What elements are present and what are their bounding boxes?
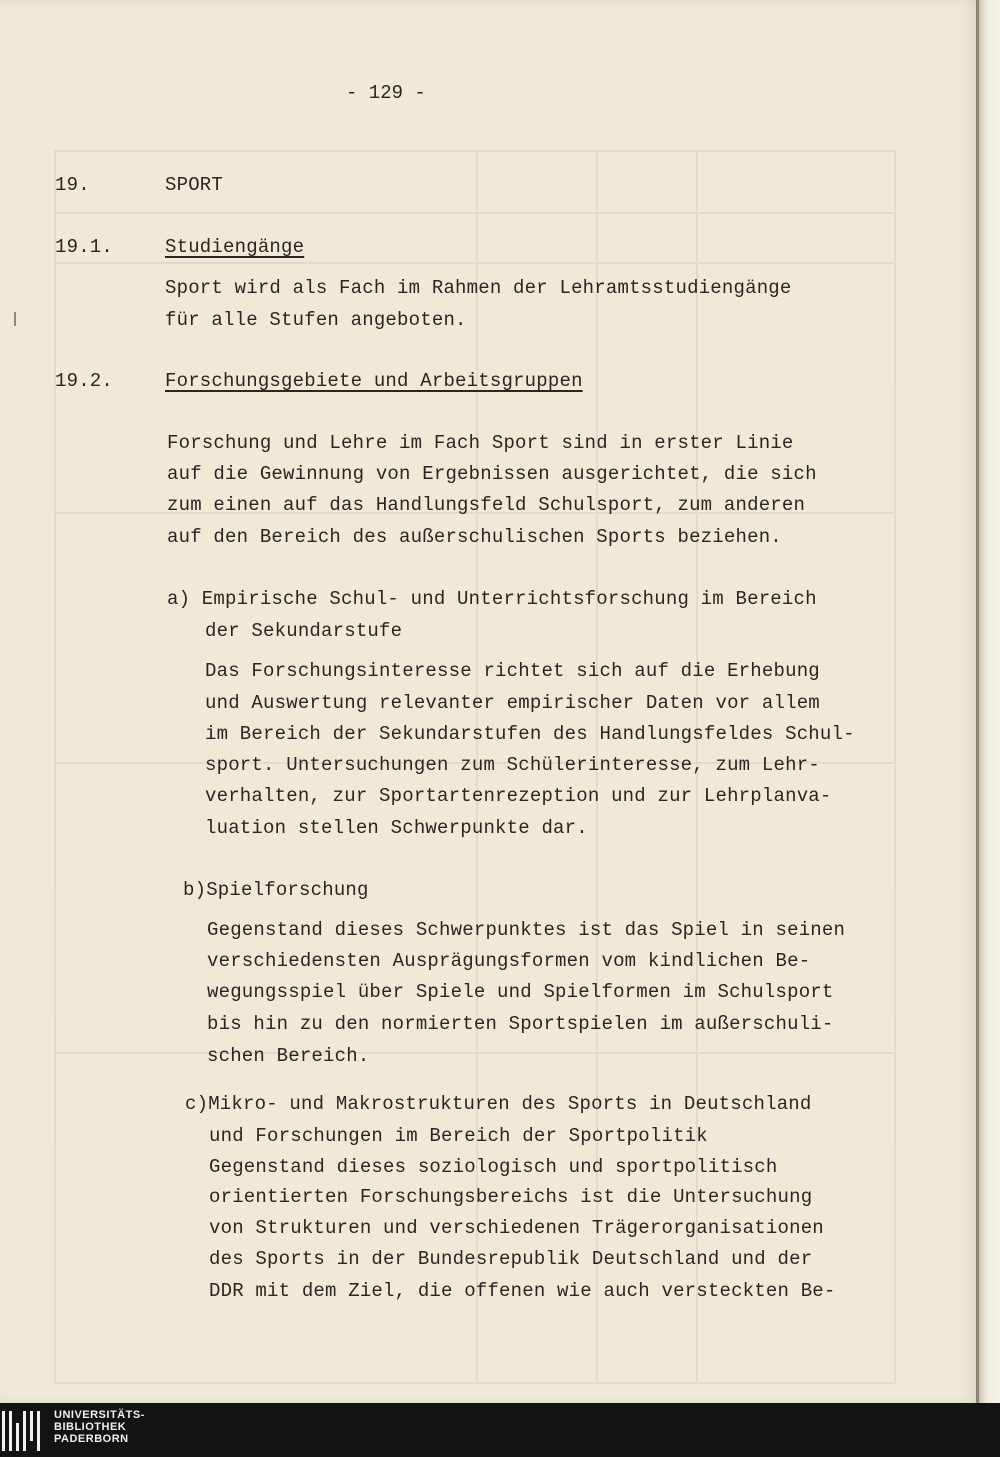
section-19-1-line: Sport wird als Fach im Rahmen der Lehramtsstudiengänge <box>165 277 792 299</box>
item-c-heading: und Forschungen im Bereich der Sportpolitik <box>209 1125 708 1147</box>
page-number: - 129 - <box>346 82 426 104</box>
item-c-body-line: von Strukturen und verschiedenen Trägerorganisationen <box>209 1217 824 1239</box>
library-footer-bar <box>0 1403 1000 1457</box>
section-19-2-title: Forschungsgebiete und Arbeitsgruppen <box>165 370 583 392</box>
item-b-body-line: bis hin zu den normierten Sportspielen im außerschuli- <box>207 1013 834 1035</box>
item-a-heading: der Sekundarstufe <box>205 620 403 642</box>
item-a-body-line: und Auswertung relevanter empirischer Daten vor allem <box>205 692 820 714</box>
section-19-title: SPORT <box>165 174 224 196</box>
section-19-2-number: 19.2. <box>55 370 114 392</box>
intro-line: auf den Bereich des außerschulischen Sports beziehen. <box>167 526 782 548</box>
item-a-body-line: sport. Untersuchungen zum Schülerinteresse, zum Lehr- <box>205 754 820 776</box>
intro-line: Forschung und Lehre im Fach Sport sind in erster Linie <box>167 432 794 454</box>
item-b-body-line: schen Bereich. <box>207 1045 370 1067</box>
section-19-1-line: für alle Stufen angeboten. <box>165 309 467 331</box>
library-logo-text <box>54 1409 145 1445</box>
item-b-body-line: verschiedensten Ausprägungsformen vom kindlichen Be- <box>207 950 811 972</box>
section-19-number: 19. <box>55 174 90 196</box>
item-a-body-line: luation stellen Schwerpunkte dar. <box>205 817 588 839</box>
book-page-edge <box>976 0 1000 1403</box>
item-b-heading: b)Spielforschung <box>183 879 369 901</box>
item-c-body-line: DDR mit dem Ziel, die offenen wie auch versteckten Be- <box>209 1280 836 1302</box>
margin-mark <box>14 312 16 326</box>
library-logo-line: PADERBORN <box>54 1433 129 1445</box>
item-a-body-line: Das Forschungsinteresse richtet sich auf die Erhebung <box>205 660 820 682</box>
item-c-body-line: orientierten Forschungsbereichs ist die Untersuchung <box>209 1186 813 1208</box>
item-a-body-line: im Bereich der Sekundarstufen des Handlungsfeldes Schul- <box>205 723 855 745</box>
item-b-body-line: wegungsspiel über Spiele und Spielformen im Schulsport <box>207 981 834 1003</box>
item-a-body-line: verhalten, zur Sportartenrezeption und zur Lehrplanva- <box>205 785 832 807</box>
section-19-1-number: 19.1. <box>55 236 114 258</box>
item-c-body-line: Gegenstand dieses soziologisch und sportpolitisch <box>209 1156 778 1178</box>
item-c-heading: c)Mikro- und Makrostrukturen des Sports in Deutschland <box>185 1093 812 1115</box>
item-a-heading: a) Empirische Schul- und Unterrichtsforschung im Bereich <box>167 588 817 610</box>
library-logo-line: UNIVERSITÄTS- <box>54 1409 145 1421</box>
library-logo-icon <box>2 1411 46 1451</box>
intro-line: zum einen auf das Handlungsfeld Schulsport, zum anderen <box>167 494 806 516</box>
intro-line: auf die Gewinnung von Ergebnissen ausgerichtet, die sich <box>167 463 817 485</box>
item-b-body-line: Gegenstand dieses Schwerpunktes ist das Spiel in seinen <box>207 919 846 941</box>
section-19-1-title: Studiengänge <box>165 236 305 258</box>
library-logo-line: BIBLIOTHEK <box>54 1421 127 1433</box>
item-c-body-line: des Sports in der Bundesrepublik Deutschland und der <box>209 1248 813 1270</box>
